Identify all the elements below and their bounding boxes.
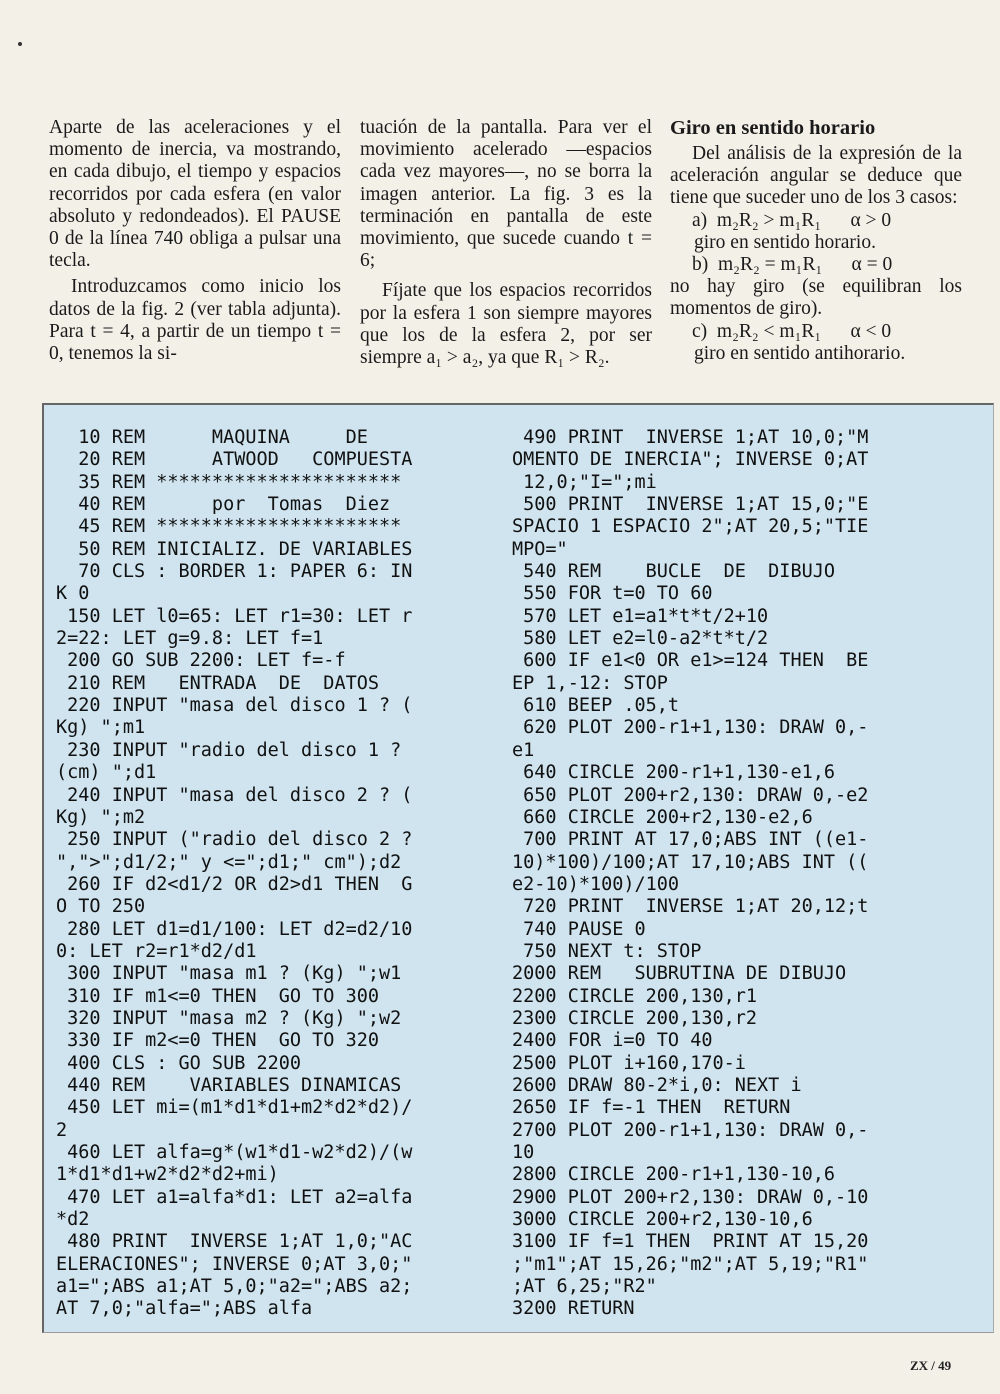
case-c: c) m₂R₂ < m₁R₁ α < 0	[692, 320, 892, 342]
paragraph: tuación de la pantalla. Para ver el movimiento acelerado —espacios cada vez mayores—, no se borra la imagen anterior. La fig. 3 es la terminación en pantalla de este movimiento, que sucede cuando t = 6;	[360, 117, 652, 272]
paragraph: Fíjate que los espacios recorridos por la esfera 1 son siempre mayores que los de la esfera 2, por ser siempre a₁ > a₂, ya que R₁ > R₂.	[360, 280, 652, 369]
case-b: b) m₂R₂ = m₁R₁ α = 0	[692, 254, 893, 276]
paragraph: Del análisis de la expresión de la aceleración angular se deduce que tiene que suceder uno de los 3 casos:	[670, 143, 962, 209]
program-listing	[42, 403, 994, 1333]
speck	[18, 42, 22, 46]
cases-list	[670, 210, 962, 365]
case-a: a) m₂R₂ > m₁R₁ α > 0	[692, 209, 892, 231]
text-column-1	[49, 117, 341, 365]
listing-column-right: 490 PRINT INVERSE 1;AT 10,0;"M OMENTO DE INERCIA"; INVERSE 0;AT 12,0;"I=";mi 500 PRINT INVERSE 1;AT 15,0;"E SPACIO 1 ESPACIO 2";AT 20,5;"TIE MPO=" 540 REM BUCLE DE DIBUJO 550 FOR t=0 TO 60 570 LET e1=a1*t*t/2+10 580 LET e2=l0-a2*t*t/2 600 IF e1<0 OR e1>=124 THEN BE EP 1,-12: STOP 610 BEEP .05,t 620 PLOT 200-r1+1,130: DRAW 0,- e1 640 CIRCLE 200-r1+1,130-e1,6 650 PLOT 200+r2,130: DRAW 0,-e2 660 CIRCLE 200+r2,130-e2,6 700 PRINT AT 17,0;ABS INT ((e1- 10)*100)/100;AT 17,10;ABS INT (( e2-10)*100)/100 720 PRINT INVERSE 1;AT 20,12;t 740 PAUSE 0 750 NEXT t: STOP 2000 REM SUBRUTINA DE DIBUJO 2200 CIRCLE 200,130,r1 2300 CIRCLE 200,130,r2 2400 FOR i=0 TO 40 2500 PLOT i+160,170-i 2600 DRAW 80-2*i,0: NEXT i 2650 IF f=-1 THEN RETURN 2700 PLOT 200-r1+1,130: DRAW 0,- 10 2800 CIRCLE 200-r1+1,130-10,6 2900 PLOT 200+r2,130: DRAW 0,-10 3000 CIRCLE 200+r2,130-10,6 3100 IF f=1 THEN PRINT AT 15,20 ;"m1";AT 15,26;"m2";AT 5,19;"R1" ;AT 6,25;"R2" 3200 RETURN	[512, 427, 869, 1320]
case-b-note: no hay giro (se equilibran los momentos de giro).	[670, 276, 962, 320]
paragraph: Introduzcamos como inicio los datos de la fig. 2 (ver tabla adjunta). Para t = 4, a partir de un tiempo t = 0, tenemos la si-	[49, 276, 341, 365]
case-c-note: giro en sentido antihorario.	[694, 342, 906, 364]
text-column-3	[670, 117, 962, 365]
case-a-note: giro en sentido horario.	[694, 231, 876, 253]
text-column-2	[360, 117, 652, 369]
listing-column-left: 10 REM MAQUINA DE 20 REM ATWOOD COMPUESTA 35 REM ********************** 40 REM por Tomas Diez 45 REM ********************** 50 REM INICIALIZ. DE VARIABLES 70 CLS : BORDER 1: PAPER 6: IN K 0 150 LET l0=65: LET r1=30: LET r 2=22: LET g=9.8: LET f=1 200 GO SUB 2200: LET f=-f 210 REM ENTRADA DE DATOS 220 INPUT "masa del disco 1 ? ( Kg) ";m1 230 INPUT "radio del disco 1 ? (cm) ";d1 240 INPUT "masa del disco 2 ? ( Kg) ";m2 250 INPUT ("radio del disco 2 ? ",">";d1/2;" y <=";d1;" cm");d2 260 IF d2<d1/2 OR d2>d1 THEN G O TO 250 280 LET d1=d1/100: LET d2=d2/10 0: LET r2=r1*d2/d1 300 INPUT "masa m1 ? (Kg) ";w1 310 IF m1<=0 THEN GO TO 300 320 INPUT "masa m2 ? (Kg) ";w2 330 IF m2<=0 THEN GO TO 320 400 CLS : GO SUB 2200 440 REM VARIABLES DINAMICAS 450 LET mi=(m1*d1*d1+m2*d2*d2)/ 2 460 LET alfa=g*(w1*d1-w2*d2)/(w 1*d1*d1+w2*d2*d2+mi) 470 LET a1=alfa*d1: LET a2=alfa *d2 480 PRINT INVERSE 1;AT 1,0;"AC ELERACIONES"; INVERSE 0;AT 3,0;" a1=";ABS a1;AT 5,0;"a2=";ABS a2; AT 7,0;"alfa=";ABS alfa	[56, 427, 413, 1320]
page-number: ZX / 49	[910, 1358, 952, 1373]
section-heading: Giro en sentido horario	[670, 117, 876, 139]
paragraph: Aparte de las aceleraciones y el momento de inercia, va mostrando, en cada dibujo, el tiempo y espacios recorridos por cada esfera (en valor absoluto y redondeados). El PAUSE 0 de la línea 740 obliga a pulsar una tecla.	[49, 117, 341, 272]
